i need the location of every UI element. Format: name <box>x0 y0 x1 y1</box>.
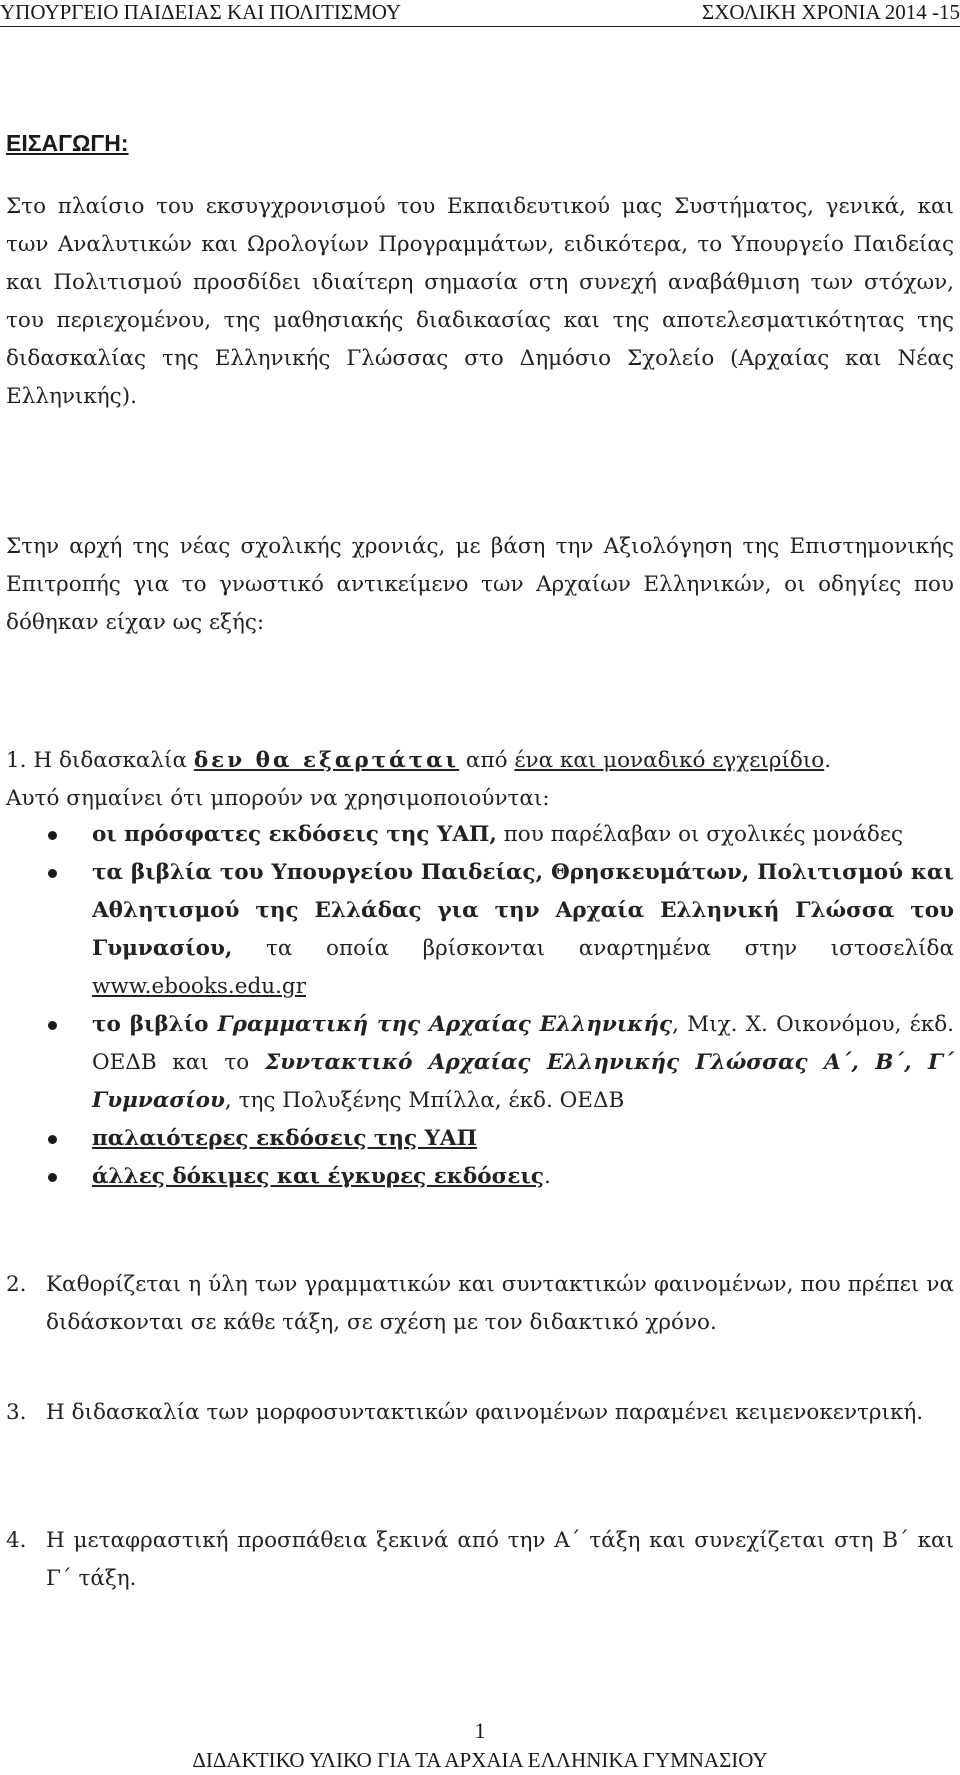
item-1-number: 1. <box>6 748 27 773</box>
intro-paragraph-2: Στην αρχή της νέας σχολικής χρονιάς, με βάση την Αξιολόγηση της Επιστημονικής Επιτροπής για το γνωστικό αντικείμενο των Αρχαίων Ελληνικών, οι οδηγίες που δόθηκαν είχαν ως εξής: <box>6 534 954 635</box>
list-item-3 <box>6 1394 954 1432</box>
item-1-intro: Αυτό σημαίνει ότι μπορούν να χρησιμοποιούνται: <box>6 786 550 811</box>
bullet-item: παλαιότερες εκδόσεις της ΥΑΠ <box>6 1120 954 1158</box>
bullet-item: τα βιβλία του Υπουργείου Παιδείας, Θρησκευμάτων, Πολιτισμού και Αθλητισμού της Ελλάδας για την Αρχαία Ελληνική Γλώσσα του Γυμνασίου, τα οποία βρίσκονται αναρτημένα στην ιστοσελίδα www.ebooks.edu.gr <box>6 854 954 1006</box>
bullet-item: οι πρόσφατες εκδόσεις της ΥΑΠ, που παρέλαβαν οι σχολικές μονάδες <box>6 816 954 854</box>
bullet-dot-icon <box>48 869 57 878</box>
list-item-2 <box>6 1266 954 1342</box>
emphasis-single-textbook: ένα και μοναδικό εγχειρίδιο <box>514 748 825 773</box>
item-2-number: 2. <box>6 1272 27 1297</box>
list-item-1 <box>6 742 954 811</box>
header-ministry: ΥΠΟΥΡΓΕΙΟ ΠΑΙΔΕΙΑΣ ΚΑΙ ΠΟΛΙΤΙΣΜΟΥ <box>0 0 402 24</box>
bullet-item: άλλες δόκιμες και έγκυρες εκδόσεις. <box>6 1158 954 1196</box>
bullet-item: το βιβλίο Γραμματική της Αρχαίας Ελληνικής, Μιχ. Χ. Οικονόμου, έκδ. ΟΕΔΒ και το Συντακτικό Αρχαίας Ελληνικής Γλώσσας Α΄, Β΄, Γ΄ Γυμνασίου, της Πολυξένης Μπίλλα, έκδ. ΟΕΔΒ <box>6 1006 954 1120</box>
item-2-text: Καθορίζεται η ύλη των γραμματικών και συντακτικών φαινομένων, που πρέπει να διδάσκονται σε κάθε τάξη, σε σχέση με τον διδακτικό χρόνο. <box>46 1272 954 1335</box>
page-footer: ΔΙΔΑΚΤΙΚΟ ΥΛΙΚΟ ΓΙΑ ΤΑ ΑΡΧΑΙΑ ΕΛΛΗΝΙΚΑ ΓΥΜΝΑΣΙΟΥ <box>192 1748 768 1772</box>
bullet-list <box>6 816 954 1196</box>
item-4-number: 4. <box>6 1528 27 1553</box>
section-title: ΕΙΣΑΓΩΓΗ: <box>6 130 129 156</box>
ebooks-link[interactable]: www.ebooks.edu.gr <box>92 974 306 999</box>
bullet-dot-icon <box>48 1173 57 1182</box>
item-4-text: Η μεταφραστική προσπάθεια ξεκινά από την Α΄ τάξη και συνεχίζεται στη Β΄ και Γ΄ τάξη. <box>46 1528 954 1591</box>
item-3-text: Η διδασκαλία των μορφοσυντακτικών φαινομένων παραμένει κειμενοκεντρική. <box>46 1400 924 1425</box>
emphasis-not-dependent: δεν θα εξαρτάται <box>193 748 460 773</box>
item-3-number: 3. <box>6 1400 27 1425</box>
bullet-dot-icon <box>48 1021 57 1030</box>
intro-paragraph: Στο πλαίσιο του εκσυγχρονισμού του Εκπαιδευτικού μας Συστήματος, γενικά, και των Αναλυτικών και Ωρολογίων Προγραμμάτων, ειδικότερα, το Υπουργείο Παιδείας και Πολιτισμού προσδίδει ιδιαίτερη σημασία στη συνεχή αναβάθμιση των στόχων, του περιεχομένου, της μαθησιακής διαδικασίας και της αποτελεσματικότητας της διδασκαλίας της Ελληνικής Γλώσσας στο Δημόσιο Σχολείο (Αρχαίας και Νέας Ελληνικής). <box>6 194 954 409</box>
item-1-line: 1. Η διδασκαλία δεν θα εξαρτάται από ένα και μοναδικό εγχειρίδιο. <box>6 748 832 773</box>
header-rule <box>0 26 960 27</box>
bullet-dot-icon <box>48 1135 57 1144</box>
page-number: 1 <box>474 1718 486 1743</box>
header-school-year: ΣΧΟΛΙΚΗ ΧΡΟΝΙΑ 2014 -15 <box>701 0 960 24</box>
list-item-4 <box>6 1522 954 1598</box>
page-header <box>0 0 960 30</box>
bullet-dot-icon <box>48 831 57 840</box>
